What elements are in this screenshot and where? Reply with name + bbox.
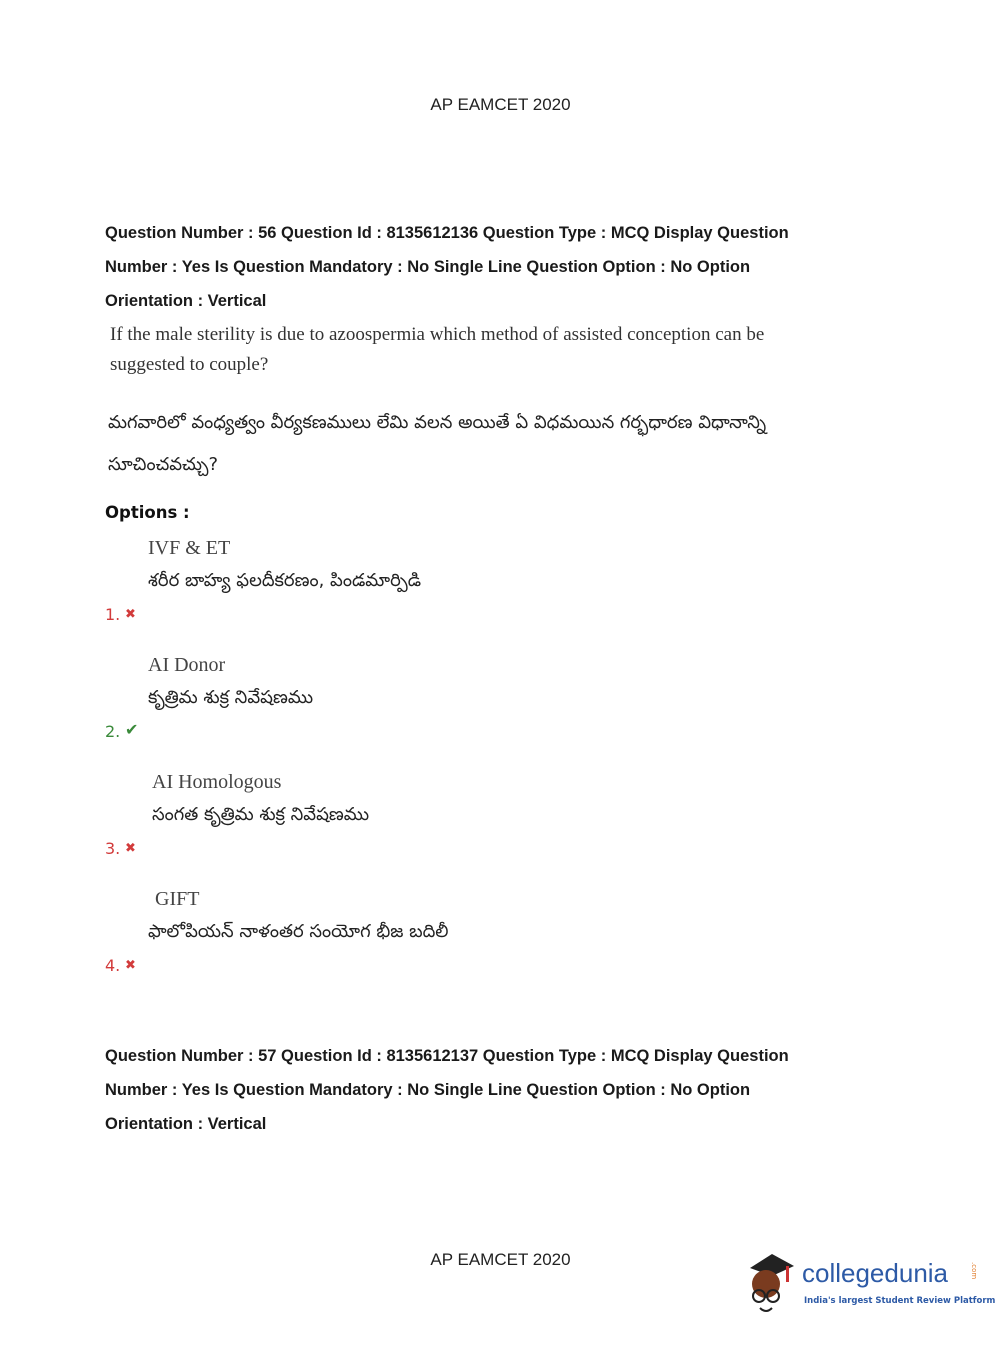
option-number: 3. — [105, 839, 121, 858]
question-line: suggested to couple? — [110, 354, 269, 375]
question-56 — [105, 216, 985, 976]
option-3 — [105, 769, 705, 859]
logo-name: collegedunia — [802, 1258, 949, 1288]
logo-suffix: .com — [970, 1262, 978, 1280]
check-icon: ✔ — [125, 720, 139, 739]
question-line: మగవారిలో వంధ్యత్వం వీర్యకణములు లేమి వలన అయితే ఏ విధమయిన గర్భధారణ విధానాన్ని — [108, 412, 767, 433]
question-text-english — [110, 320, 985, 380]
cross-icon: ✖ — [125, 841, 136, 856]
collegedunia-logo — [742, 1250, 996, 1320]
meta-line: Number : Yes Is Question Mandatory : No Single Line Question Option : No Option — [105, 1081, 751, 1099]
option-4 — [105, 886, 705, 976]
option-number: 2. — [105, 722, 121, 741]
option-text-telugu: ఫాలోపియన్ నాళంతర సంయోగ భీజ బదిలీ — [148, 921, 449, 942]
cross-icon: ✖ — [125, 607, 136, 622]
option-1 — [105, 535, 705, 625]
logo-tagline: India's largest Student Review Platform — [804, 1296, 996, 1306]
meta-line: Number : Yes Is Question Mandatory : No Single Line Question Option : No Option — [105, 258, 751, 276]
question-line: సూచించవచ్చు? — [108, 454, 219, 475]
meta-line: Question Number : 56 Question Id : 8135612136 Question Type : MCQ Display Question — [105, 224, 789, 242]
mascot-icon — [742, 1250, 802, 1320]
option-text-english: AI Homologous — [152, 771, 282, 793]
page-header: AP EAMCET 2020 — [430, 95, 571, 114]
option-text-english: IVF & ET — [148, 537, 231, 559]
option-2 — [105, 652, 705, 742]
page-footer: AP EAMCET 2020 — [430, 1250, 571, 1269]
options-label: Options : — [105, 503, 190, 522]
option-number: 4. — [105, 956, 121, 975]
question-text-telugu — [108, 402, 985, 486]
question-57-meta — [105, 1039, 789, 1141]
option-text-telugu: సంగత కృత్రిమ శుక్ర నివేషణము — [152, 804, 370, 825]
option-text-telugu: కృత్రిమ శుక్ర నివేషణము — [148, 687, 314, 708]
cross-icon: ✖ — [125, 958, 136, 973]
option-text-telugu: శరీర బాహ్య ఫలదీకరణం, పిండమార్పిడి — [148, 570, 422, 591]
meta-line: Orientation : Vertical — [105, 292, 267, 310]
option-text-english: GIFT — [155, 888, 200, 910]
meta-line: Orientation : Vertical — [105, 1115, 267, 1133]
question-56-meta — [105, 216, 985, 318]
option-text-english: AI Donor — [148, 654, 226, 676]
meta-line: Question Number : 57 Question Id : 8135612137 Question Type : MCQ Display Question — [105, 1047, 789, 1065]
option-number: 1. — [105, 605, 121, 624]
question-line: If the male sterility is due to azoospermia which method of assisted conception can be — [110, 324, 765, 345]
